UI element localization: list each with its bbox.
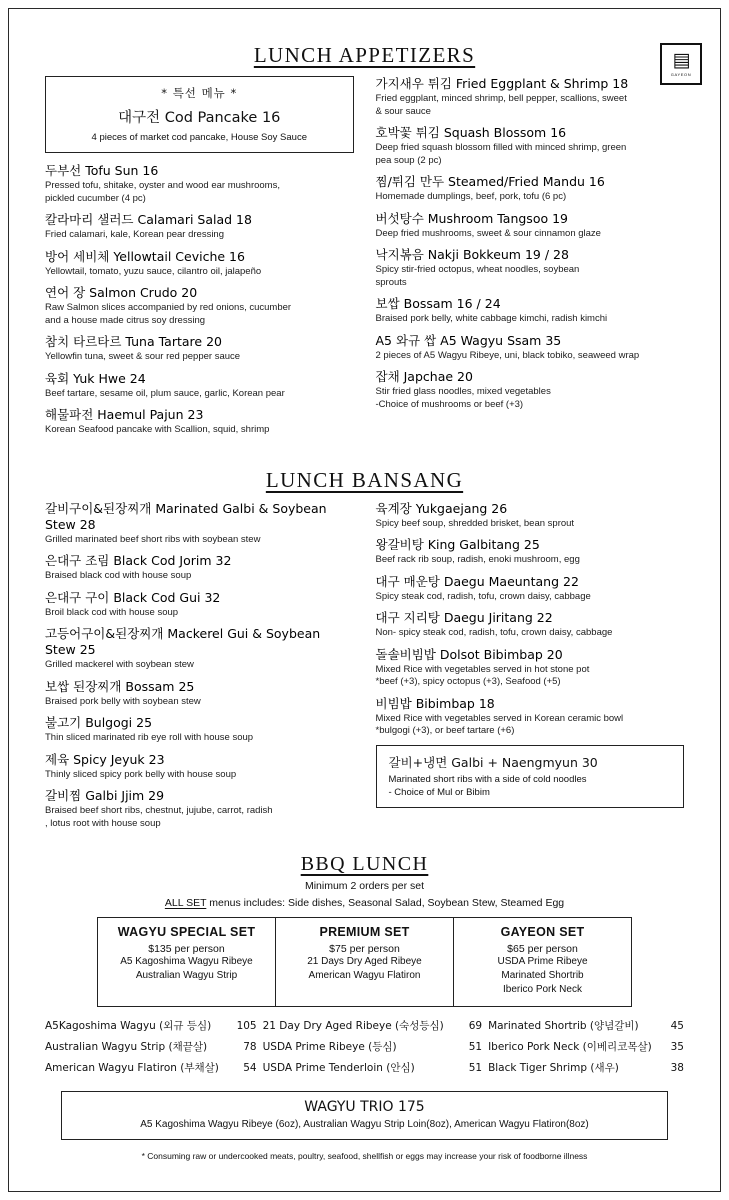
menu-item-name: 버섯탕수 Mushroom Tangsoo 19 <box>375 210 568 226</box>
menu-item-description: Fried calamari, kale, Korean pear dressing <box>45 229 225 240</box>
bbq-set-item: 21 Days Dry Aged Ribeye <box>307 956 422 967</box>
menu-item-name: A5 와규 쌉 A5 Wagyu Ssam 35 <box>375 332 562 348</box>
menu-item-description: Spicy beef soup, shredded brisket, bean sprout <box>375 517 575 529</box>
bbq-price-value: 54 <box>243 1062 257 1074</box>
menu-item-name: 비빔밥 Bibimbap 18 <box>375 695 495 711</box>
menu-item-name: 해물파전 Haemul Pajun 23 <box>45 407 204 422</box>
menu-item-description: Mixed Rice with vegetables served in hot stone pot *beef (+3), spicy octopus (+3), Seafood (+5) <box>375 663 590 687</box>
bbq-price-value: 78 <box>243 1041 257 1053</box>
bbq-set-item: Marinated Shortrib <box>501 970 584 981</box>
menu-item-description: Pressed tofu, shitake, oyster and wood ear mushrooms, pickled cucumber (4 pc) <box>45 180 280 204</box>
page-title-appetizers: LUNCH APPETIZERS <box>253 43 476 67</box>
bbq-price-row <box>263 1016 482 1037</box>
menu-item-description: Broil black cod with house soup <box>45 606 179 618</box>
bbq-price-row <box>488 1016 684 1037</box>
bbq-price-name: A5Kagoshima Wagyu (외규 등심) <box>45 1020 212 1032</box>
special-menu-item: 대구전 Cod Pancake 16 <box>118 110 281 126</box>
bbq-price-name: USDA Prime Ribeye (등심) <box>262 1041 397 1053</box>
menu-item-name: 보쌉 Bossam 16 / 24 <box>375 296 501 311</box>
bbq-price-value: 35 <box>670 1041 684 1053</box>
menu-item-description: Spicy stir-fried octopus, wheat noodles, soybean sprouts <box>375 264 580 288</box>
menu-item-description: Spicy steak cod, radish, tofu, crown daisy, cabbage <box>375 590 591 602</box>
menu-item-name: 칼라마리 샐러드 Calamari Salad 18 <box>45 212 252 227</box>
bbq-set-item: A5 Kagoshima Wagyu Ribeye <box>120 956 253 967</box>
bbq-price-value: 51 <box>468 1041 483 1053</box>
footnote-disclaimer: * Consuming raw or undercooked meats, poultry, seafood, shellfish or eggs may increase your risk of foodborne illness <box>141 1151 588 1161</box>
menu-item <box>45 590 354 620</box>
menu-item-description: Braised beef short ribs, chestnut, jujube, carrot, radish , lotus root with house soup <box>45 805 273 829</box>
special-menu-desc: 4 pieces of market cod pancake, House Soy Sauce <box>91 132 307 143</box>
menu-item <box>45 501 354 547</box>
bbq-price-column-2 <box>263 1016 482 1079</box>
menu-item-description: Korean Seafood pancake with Scallion, squid, shrimp <box>45 424 270 435</box>
menu-item-description: Thinly sliced spicy pork belly with house soup <box>45 768 237 780</box>
menu-item-name: 보쌉 된장찌개 Bossam 25 <box>45 678 195 694</box>
bbq-price-row <box>45 1016 257 1037</box>
bbq-set-item: American Wagyu Flatiron <box>308 970 421 981</box>
menu-item-name: 낙지볶음 Nakji Bokkeum 19 / 28 <box>375 247 569 262</box>
menu-item <box>45 212 354 242</box>
menu-item-description: Grilled marinated beef short ribs with soybean stew <box>45 533 261 545</box>
menu-item-description: Beef tartare, sesame oil, plum sauce, garlic, Korean pear <box>45 387 285 399</box>
menu-item-description: Braised pork belly with soybean stew <box>45 695 201 707</box>
logo-text: GAYEON <box>670 72 692 77</box>
menu-item <box>45 679 354 709</box>
bbq-set-table <box>97 917 632 1007</box>
menu-item-name: 제육 Spicy Jeyuk 23 <box>45 751 165 767</box>
menu-item <box>376 369 685 411</box>
menu-item-description: Yellowtail, tomato, yuzu sauce, cilantro oil, jalapeño <box>45 265 262 277</box>
bbq-price-name: Black Tiger Shrimp (새우) <box>488 1062 619 1074</box>
menu-item-description: Beef rack rib soup, radish, enoki mushroom, egg <box>375 554 580 565</box>
menu-item <box>45 553 354 583</box>
bbq-price-name: Iberico Pork Neck (이베리코목살) <box>488 1041 652 1053</box>
bansang-right-list <box>376 501 685 738</box>
menu-item <box>376 537 685 567</box>
menu-item-name: 방어 세비체 Yellowtail Ceviche 16 <box>45 248 245 264</box>
menu-item <box>45 788 354 830</box>
menu-item <box>45 407 354 437</box>
bbq-price-column-3 <box>488 1016 684 1079</box>
bbq-price-name: Marinated Shortrib (양념갈비) <box>488 1020 639 1032</box>
menu-item-description: Mixed Rice with vegetables served in Korean ceramic bowl *bulgogi (+3), or beef tartare (+6) <box>375 712 624 736</box>
galbi-naengmyun-desc: Marinated short ribs with a side of cold noodles - Choice of Mul or Bibim <box>388 773 587 798</box>
appetizers-right-column <box>376 76 685 444</box>
menu-item-name: 연어 장 Salmon Crudo 20 <box>45 285 198 300</box>
bbq-minimum-note: Minimum 2 orders per set <box>304 880 425 892</box>
bbq-allset-rest: menus includes: Side dishes, Seasonal Salad, Soybean Stew, Steamed Egg <box>206 897 565 909</box>
bbq-set-price: $75 per person <box>329 943 400 955</box>
special-menu-heading: * 특선 메뉴 * <box>161 86 238 100</box>
menu-page <box>8 8 721 1192</box>
menu-item <box>45 715 354 745</box>
menu-item-name: 대구 지리탕 Daegu Jiritang 22 <box>375 610 553 625</box>
bansang-columns <box>23 501 706 838</box>
menu-item-description: Deep fried squash blossom filled with minced shrimp, green pea soup (2 pc) <box>375 142 627 166</box>
menu-item <box>376 696 685 738</box>
bbq-set-price: $65 per person <box>507 943 578 955</box>
menu-item <box>376 647 685 689</box>
bbq-price-row <box>263 1037 482 1058</box>
menu-item-description: Non- spicy steak cod, radish, tofu, crown daisy, cabbage <box>375 627 613 638</box>
bbq-price-value: 105 <box>236 1020 257 1032</box>
appetizers-right-list <box>376 76 685 411</box>
menu-item <box>45 626 354 672</box>
menu-item-name: 불고기 Bulgogi 25 <box>45 715 153 730</box>
bbq-set-title: PREMIUM SET <box>319 925 410 939</box>
menu-item <box>376 574 685 604</box>
menu-item-name: 갈비구이&된장찌개 Marinated Galbi & Soybean Stew 28 <box>45 500 327 532</box>
bbq-price-value: 69 <box>468 1020 483 1032</box>
menu-item-description: 2 pieces of A5 Wagyu Ribeye, uni, black tobiko, seaweed wrap <box>375 349 640 361</box>
logo-mark-icon: ▤ <box>672 49 690 71</box>
menu-item-description: Braised pork belly, white cabbage kimchi, radish kimchi <box>375 313 608 324</box>
bbq-price-row <box>488 1037 684 1058</box>
menu-item <box>376 501 685 531</box>
bansang-left-column <box>45 501 354 838</box>
bbq-price-column-1 <box>45 1016 257 1079</box>
bbq-set-item: USDA Prime Ribeye <box>497 956 588 967</box>
menu-item-description: Deep fried mushrooms, sweet & sour cinnamon glaze <box>375 227 601 239</box>
bbq-set-cell <box>276 918 454 1006</box>
menu-item-description: Yellowfin tuna, sweet & sour red pepper sauce <box>45 351 241 362</box>
menu-item-name: 찜/튀김 만두 Steamed/Fried Mandu 16 <box>375 174 605 189</box>
menu-item <box>376 247 685 289</box>
menu-item-name: 가지새우 튀김 Fried Eggplant & Shrimp 18 <box>375 76 629 91</box>
menu-item <box>376 296 685 326</box>
menu-item <box>376 125 685 167</box>
appetizers-left-list <box>45 163 354 437</box>
menu-item <box>376 174 685 204</box>
menu-item-description: Fried eggplant, minced shrimp, bell pepper, scallions, sweet & sour sauce <box>375 93 627 117</box>
menu-item-name: 돌솔비빔밥 Dolsot Bibimbap 20 <box>375 646 563 662</box>
menu-item-name: 참치 타르타르 Tuna Tartare 20 <box>45 334 222 349</box>
page-title-bansang: LUNCH BANSANG <box>265 467 464 492</box>
menu-item-name: 호박꽃 튀김 Squash Blossom 16 <box>375 125 567 140</box>
menu-item-name: 은대구 구이 Black Cod Gui 32 <box>45 589 221 605</box>
restaurant-logo <box>660 43 702 85</box>
menu-item <box>45 752 354 782</box>
special-menu-box <box>45 76 354 153</box>
galbi-naengmyun-box <box>376 745 685 808</box>
bbq-price-value: 45 <box>670 1020 684 1032</box>
bbq-set-title: GAYEON SET <box>500 925 585 939</box>
wagyu-trio-title: WAGYU TRIO 175 <box>304 1099 425 1115</box>
menu-item <box>45 163 354 205</box>
menu-item-name: 갈비찜 Galbi Jjim 29 <box>45 788 165 803</box>
bansang-right-column <box>376 501 685 838</box>
wagyu-trio-desc: A5 Kagoshima Wagyu Ribeye (6oz), Australian Wagyu Strip Loin(8oz), American Wagyu Flatiron(8oz) <box>140 1119 589 1130</box>
menu-item <box>45 334 354 364</box>
galbi-naengmyun-name: 갈비+냉면 Galbi + Naengmyun 30 <box>388 754 598 770</box>
menu-item-name: 두부선 Tofu Sun 16 <box>45 163 159 178</box>
bbq-price-grid <box>23 1016 706 1079</box>
bbq-set-item: Australian Wagyu Strip <box>135 970 238 981</box>
bbq-allset-label: ALL SET <box>164 897 207 909</box>
bbq-price-name: USDA Prime Tenderloin (안심) <box>262 1062 415 1074</box>
menu-item-name: 고등어구이&된장찌개 Mackerel Gui & Soybean Stew 25 <box>45 626 321 657</box>
menu-item <box>376 211 685 241</box>
bbq-allset-note <box>23 897 706 909</box>
menu-item-name: 잡채 Japchae 20 <box>375 369 473 384</box>
menu-item <box>376 610 685 640</box>
bbq-set-cell <box>454 918 631 1006</box>
menu-item-name: 육계장 Yukgaejang 26 <box>375 500 508 516</box>
menu-item-name: 대구 매운탕 Daegu Maeuntang 22 <box>375 573 579 589</box>
bbq-price-name: Australian Wagyu Strip (채끝살) <box>45 1041 208 1053</box>
menu-item <box>45 285 354 327</box>
menu-item <box>45 249 354 279</box>
menu-item-description: Grilled mackerel with soybean stew <box>45 659 194 670</box>
bbq-set-price: $135 per person <box>148 943 225 955</box>
bbq-set-cell <box>98 918 276 1006</box>
menu-item-description: Raw Salmon slices accompanied by red onions, cucumber and a house made citrus soy dressing <box>45 302 292 326</box>
bbq-price-value: 51 <box>468 1062 483 1074</box>
appetizers-left-column <box>45 76 354 444</box>
bbq-set-title: WAGYU SPECIAL SET <box>117 925 256 939</box>
bbq-price-name: 21 Day Dry Aged Ribeye (숙성등심) <box>262 1020 444 1032</box>
menu-item <box>376 333 685 363</box>
menu-item-description: Homemade dumplings, beef, pork, tofu (6 pc) <box>375 191 567 202</box>
bbq-price-row <box>45 1058 257 1079</box>
bbq-price-name: American Wagyu Flatiron (부채살) <box>45 1062 219 1074</box>
bbq-price-value: 38 <box>670 1062 684 1074</box>
menu-item-name: 육회 Yuk Hwe 24 <box>45 370 146 386</box>
menu-item-name: 은대구 조림 Black Cod Jorim 32 <box>45 553 232 568</box>
menu-item-description: Thin sliced marinated rib eye roll with house soup <box>45 732 254 743</box>
menu-item-description: Braised black cod with house soup <box>45 570 192 581</box>
menu-item-description: Stir fried glass noodles, mixed vegetables -Choice of mushrooms or beef (+3) <box>375 386 551 410</box>
bansang-left-list <box>45 501 354 831</box>
bbq-price-row <box>263 1058 482 1079</box>
page-title-bbq: BBQ LUNCH <box>300 853 429 875</box>
bbq-set-item: Iberico Pork Neck <box>503 984 582 995</box>
bbq-price-row <box>45 1037 257 1058</box>
menu-item <box>45 371 354 401</box>
appetizers-columns <box>23 76 706 444</box>
bbq-price-row <box>488 1058 684 1079</box>
wagyu-trio-box <box>61 1091 668 1140</box>
menu-item-name: 왕갈비탕 King Galbitang 25 <box>375 537 540 552</box>
menu-item <box>376 76 685 118</box>
